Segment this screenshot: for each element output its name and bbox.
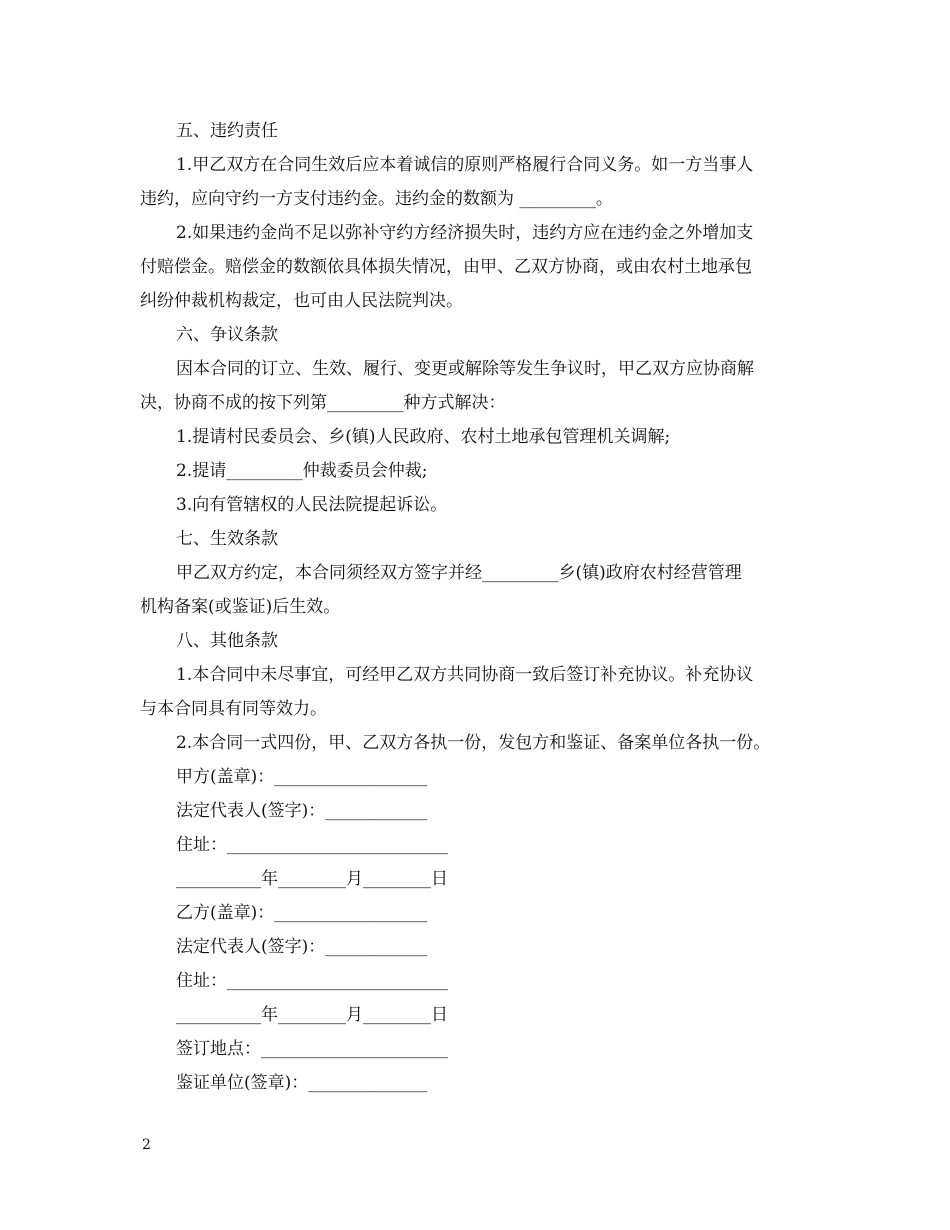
paragraph-line: 违约，应向守约一方支付违约金。违约金的数额为 _________。	[140, 189, 613, 209]
party-b-representative-field: 法定代表人(签字)：____________	[176, 937, 428, 957]
signing-place-field: 签订地点：______________________	[176, 1039, 448, 1059]
party-a-seal-field: 甲方(盖章)：__________________	[176, 767, 428, 787]
party-a-address-field: 住址：__________________________	[176, 835, 448, 855]
party-b-seal-field: 乙方(盖章)：__________________	[176, 903, 428, 923]
section-heading-breach: 五、违约责任	[176, 121, 278, 141]
paragraph-line: 1.本合同中未尽事宜，可经甲乙双方共同协商一致后签订补充协议。补充协议	[176, 665, 754, 685]
section-heading-other: 八、其他条款	[176, 631, 278, 651]
paragraph-line: 机构备案(或鉴证)后生效。	[140, 597, 341, 617]
party-b-address-field: 住址：__________________________	[176, 971, 448, 991]
page-number: 2	[142, 1137, 151, 1153]
paragraph-line: 决，协商不成的按下列第_________种方式解决：	[140, 393, 506, 413]
party-b-date-field: __________年________月________日	[176, 1005, 448, 1025]
paragraph-line: 付赔偿金。赔偿金的数额依具体损失情况，由甲、乙双方协商，或由农村土地承包	[140, 257, 752, 277]
list-item: 2.提请_________仲裁委员会仲裁;	[176, 461, 428, 481]
paragraph-line: 2.本合同一式四份，甲、乙双方各执一份，发包方和鉴证、备案单位各执一份。	[176, 733, 771, 753]
section-heading-dispute: 六、争议条款	[176, 325, 278, 345]
section-heading-effective: 七、生效条款	[176, 529, 278, 549]
paragraph-line: 纠纷仲裁机构裁定，也可由人民法院判决。	[140, 291, 463, 311]
paragraph-line: 2.如果违约金尚不足以弥补守约方经济损失时，违约方应在违约金之外增加支	[176, 223, 754, 243]
paragraph-line: 甲乙双方约定，本合同须经双方签字并经_________乡(镇)政府农村经营管理	[176, 563, 742, 583]
verification-unit-field: 鉴证单位(签章)：______________	[176, 1073, 428, 1093]
paragraph-line: 因本合同的订立、生效、履行、变更或解除等发生争议时，甲乙双方应协商解	[176, 359, 754, 379]
party-a-representative-field: 法定代表人(签字)：____________	[176, 801, 428, 821]
party-a-date-field: __________年________月________日	[176, 869, 448, 889]
list-item: 3.向有管辖权的人民法院提起诉讼。	[176, 495, 448, 515]
paragraph-line: 1.甲乙双方在合同生效后应本着诚信的原则严格履行合同义务。如一方当事人	[176, 155, 754, 175]
list-item: 1.提请村民委员会、乡(镇)人民政府、农村土地承包管理机关调解;	[176, 427, 671, 447]
paragraph-line: 与本合同具有同等效力。	[140, 699, 327, 719]
